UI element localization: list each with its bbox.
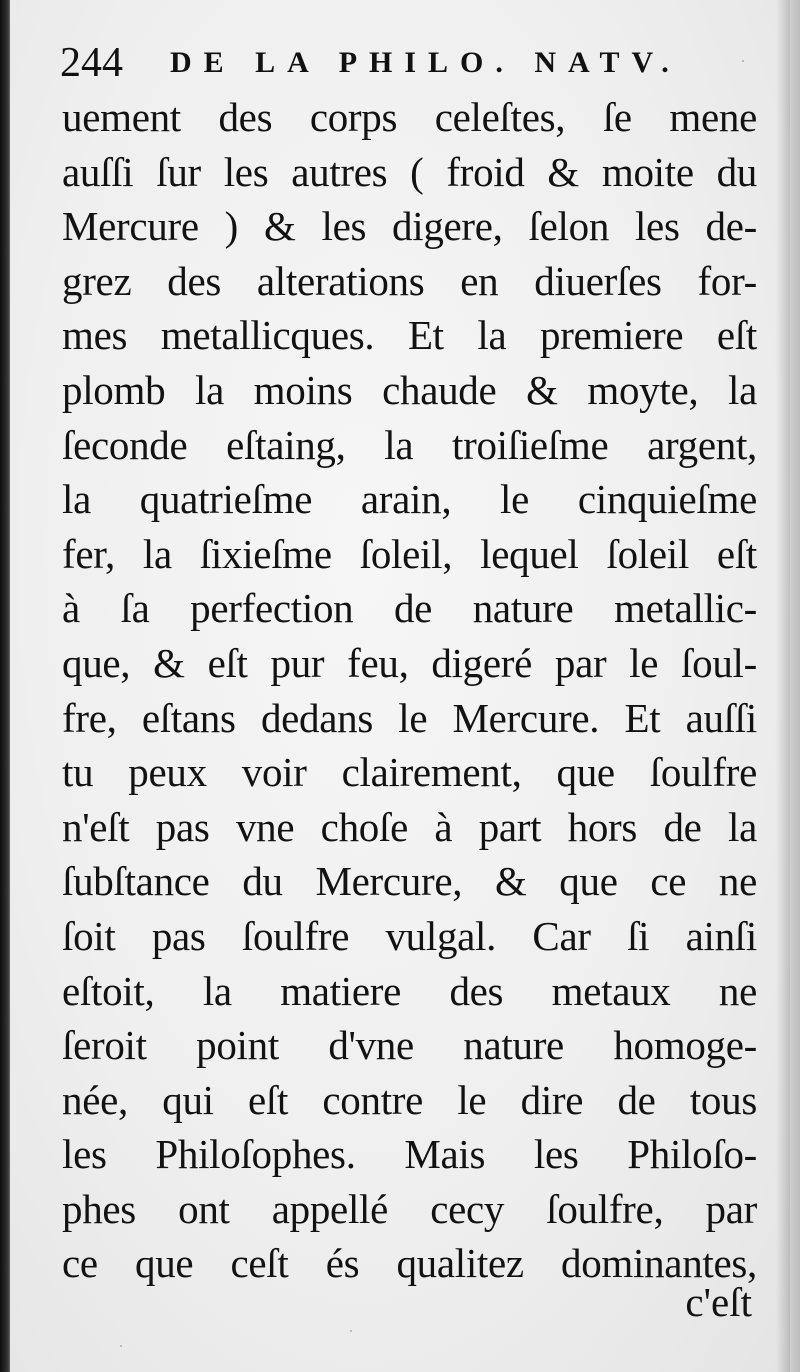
text-line: que, & eſt pur feu, digeré par le ſoul- <box>62 639 757 686</box>
text-line: ſeroit point d'vne nature homoge- <box>62 1022 757 1069</box>
text-line: phes ont appellé cecy ſoulfre, par <box>62 1185 757 1232</box>
running-head-title: DE LA PHILO. NATV. <box>170 46 681 79</box>
text-line: plomb la moins chaude & moyte, la <box>62 366 757 413</box>
text-line: ſubſtance du Mercure, & que ce ne <box>62 858 757 905</box>
text-line: auſſi ſur les autres ( froid & moite du <box>62 148 757 195</box>
text-line: ce que ceſt és qualitez dominantes, <box>62 1240 757 1287</box>
paper-speck <box>120 1345 122 1347</box>
text-line: fer, la ſixieſme ſoleil, lequel ſoleil eſt <box>62 530 757 577</box>
text-line: mes metallicques. Et la premiere eſt <box>62 312 757 359</box>
text-line: à ſa perfection de nature metallic- <box>62 585 757 632</box>
page-edge-shadow <box>776 0 790 1372</box>
text-line: la quatrieſme arain, le cinquieſme <box>62 476 757 523</box>
text-line: Mercure ) & les digere, ſelon les de- <box>62 203 757 250</box>
catchword: c'eſt <box>685 1279 752 1325</box>
paper-speck <box>742 60 744 62</box>
text-line: tu peux voir clairement, que ſoulfre <box>62 749 757 796</box>
paper-speck <box>350 1330 352 1332</box>
text-line: ſeconde eſtaing, la troiſieſme argent, <box>62 421 757 468</box>
text-line: uement des corps celeſtes, ſe mene <box>62 94 757 140</box>
text-line: fre, eſtans dedans le Mercure. Et auſſi <box>62 694 757 741</box>
catchword-row <box>62 1274 752 1330</box>
text-line: ſoit pas ſoulfre vulgal. Car ſi ainſi <box>62 912 757 959</box>
text-line: grez des alterations en diuerſes for- <box>62 257 757 304</box>
text-line: n'eſt pas vne choſe à part hors de la <box>62 803 757 850</box>
text-line: les Philoſophes. Mais les Philoſo- <box>62 1131 757 1178</box>
text-line: née, qui eſt contre le dire de tous <box>62 1076 757 1123</box>
text-line: eſtoit, la matiere des metaux ne <box>62 967 757 1014</box>
running-head <box>60 38 740 88</box>
page-number: 244 <box>60 40 123 86</box>
body-text <box>62 90 757 1291</box>
